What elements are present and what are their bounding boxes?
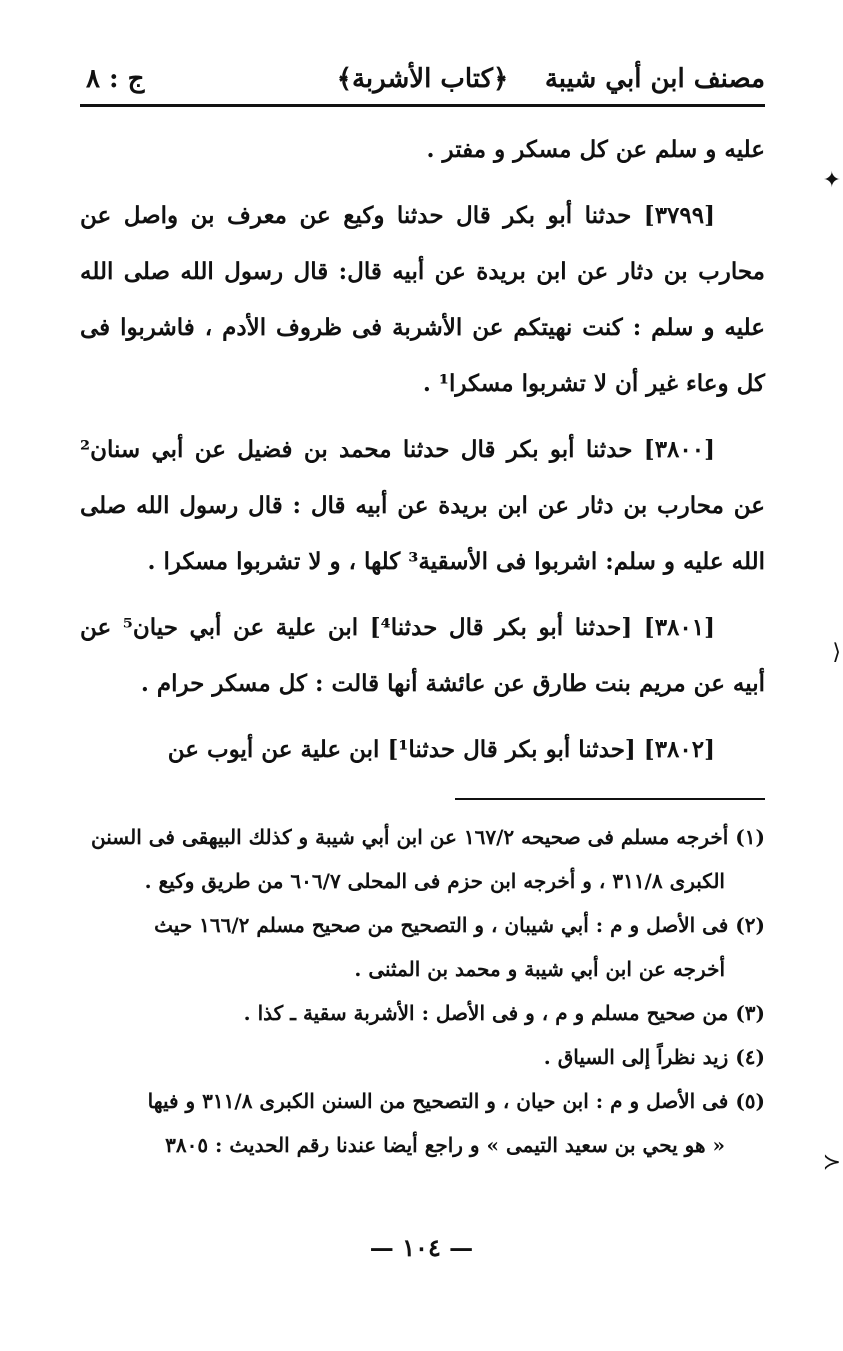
book-title: مصنف ابن أبي شيبة [544,64,765,94]
margin-mark-icon: ✦ [822,168,841,193]
hadith-3799-text: [٣٧٩٩] حدثنا أبو بكر قال حدثنا وكيع عن معرف بن واصل عن محارب بن دثار عن ابن بريدة عن أبيه قال: قال رسول الله صلى الله عليه و سلم : كنت نهيتكم عن الأشربة فى ظروف الأدم ، فاشربوا فى كل وعاء غير أن لا تشربوا مسكرا¹ . [80,202,765,397]
volume-number: ج : ٨ [86,64,145,94]
footnote-1: (١) أخرجه مسلم فى صحيحه ١٦٧/٢ عن ابن أبي شيبة و كذلك البيهقى فى السنن [91,825,765,849]
margin-mark-icon: ≻ [822,1150,841,1175]
footnote-2-cont: أخرجه عن ابن أبي شيبة و محمد بن المثنى . [354,957,725,981]
hadith-3800 [80,422,765,590]
continuation-paragraph: عليه و سلم عن كل مسكر و مفتر . [426,136,765,163]
footnote-4: (٤) زيد نظراً إلى السياق . [543,1045,765,1069]
chapter-title: ﴿كتاب الأشربة﴾ [336,64,509,94]
footnote-3: (٣) من صحيح مسلم و م ، و فى الأصل : الأشربة سقية ـ كذا . [243,1001,765,1025]
footnote-5-cont: « هو يحي بن سعيد التيمى » و راجع أيضا عندنا رقم الحديث : ٣٨٠٥ [165,1133,725,1157]
footnote-rule [455,798,765,800]
main-text [80,122,765,778]
page-header [80,58,765,104]
hadith-3802 [80,722,765,778]
hadith-3799 [80,188,765,412]
page-number: — ١٠٤ — [369,1233,474,1262]
footnote-5: (٥) فى الأصل و م : ابن حيان ، و التصحيح من السنن الكبرى ٣١١/٨ و فيها [147,1089,765,1113]
footnotes [80,815,765,1167]
margin-mark-icon: ⟩ [832,640,841,665]
header-rule [80,104,765,107]
hadith-3801-text: [٣٨٠١] [حدثنا أبو بكر قال حدثنا⁴] ابن علية عن أبي حيان⁵ عن أبيه عن مريم بنت طارق عن عائشة أنها قالت : كل مسكر حرام . [80,614,765,697]
footnote-1-cont: الكبرى ٣١١/٨ ، و أخرجه ابن حزم فى المحلى ٦٠٦/٧ من طريق وكيع . [144,869,725,893]
hadith-3802-text: [٣٨٠٢] [حدثنا أبو بكر قال حدثنا¹] ابن علية عن أيوب عن [167,736,715,763]
hadith-3800-text: [٣٨٠٠] حدثنا أبو بكر قال حدثنا محمد بن فضيل عن أبي سنان² عن محارب بن دثار عن ابن بريدة عن أبيه قال : قال رسول الله صلى الله عليه و سلم: اشربوا فى الأسقية³ كلها ، و لا تشربوا مسكرا . [80,436,765,575]
footnote-2: (٢) فى الأصل و م : أبي شيبان ، و التصحيح من صحيح مسلم ١٦٦/٢ حيث [154,913,765,937]
hadith-3801 [80,600,765,712]
